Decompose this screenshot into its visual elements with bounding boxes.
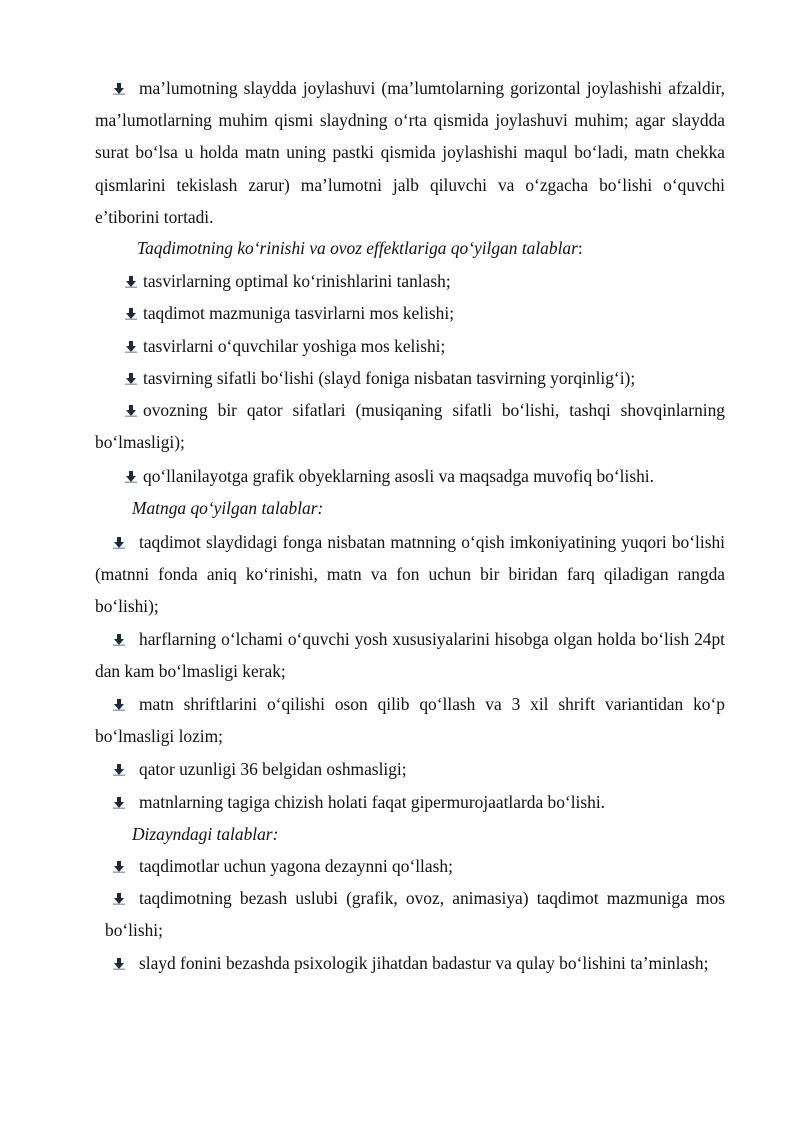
list-item: slayd fonini bezashda psixologik jihatdan badastur va qulay bo‘lishini ta’minlash; xyxy=(105,947,725,979)
list-item: matn shriftlarini o‘qilishi oson qilib qo‘llash va 3 xil shrift variantidan ko‘p bo‘lmasligi lozim; xyxy=(95,694,725,747)
down-arrow-bullet-icon xyxy=(125,471,137,483)
down-arrow-bullet-icon xyxy=(113,861,125,873)
list-item: qo‘llanilayotga grafik obyeklarning asosli va maqsadga muvofiq bo‘lishi. xyxy=(95,460,725,492)
section-heading: Dizayndagi talablar: xyxy=(132,824,279,844)
list-item: taqdimot slaydidagi fonga nisbatan matnning o‘qish imkoniyatining yuqori bo‘lishi (matnni fonda aniq ko‘rinishi, matn va fon uchun bir biridan farq qiladigan rangda bo‘lishi); xyxy=(95,532,725,617)
section-heading: Taqdimotning ko‘rinishi va ovoz effektlariga qo‘yilgan talablar: xyxy=(137,238,583,258)
down-arrow-bullet-icon xyxy=(113,634,125,646)
down-arrow-bullet-icon xyxy=(125,373,137,385)
list-item: taqdimotlar uchun yagona dezaynni qo‘llash; xyxy=(95,850,725,882)
list-item: tasvirlarni o‘quvchilar yoshiga mos kelishi; xyxy=(95,330,725,362)
down-arrow-bullet-icon xyxy=(125,405,137,417)
down-arrow-bullet-icon xyxy=(125,276,137,288)
down-arrow-bullet-icon xyxy=(113,893,125,905)
list-item: harflarning o‘lchami o‘quvchi yosh xususiyalarini hisobga olgan holda bo‘lish 24pt dan kam bo‘lmasligi kerak; xyxy=(95,629,725,682)
down-arrow-bullet-icon xyxy=(113,797,125,809)
down-arrow-bullet-icon xyxy=(113,699,125,711)
list-item: ovozning bir qator sifatlari (musiqaning sifatli bo‘lishi, tashqi shovqinlarning bo‘lmasligi); xyxy=(95,400,725,453)
section-heading: Matnga qo‘yilgan talablar: xyxy=(132,498,324,518)
down-arrow-bullet-icon xyxy=(125,341,137,353)
down-arrow-bullet-icon xyxy=(113,958,125,970)
list-item: qator uzunligi 36 belgidan oshmasligi; xyxy=(95,753,725,785)
down-arrow-bullet-icon xyxy=(113,764,125,776)
list-item: tasvirlarning optimal ko‘rinishlarini tanlash; xyxy=(95,265,725,297)
down-arrow-bullet-icon xyxy=(113,537,125,549)
down-arrow-bullet-icon xyxy=(125,308,137,320)
down-arrow-bullet-icon xyxy=(113,83,125,95)
list-item: tasvirning sifatli bo‘lishi (slayd foniga nisbatan tasvirning yorqinlig‘i); xyxy=(95,362,725,394)
list-item: taqdimot mazmuniga tasvirlarni mos kelishi; xyxy=(95,297,725,329)
list-item: matnlarning tagiga chizish holati faqat gipermurojaatlarda bo‘lishi. xyxy=(95,786,725,818)
list-item: taqdimotning bezash uslubi (grafik, ovoz, animasiya) taqdimot mazmuniga mos bo‘lishi; xyxy=(105,888,725,941)
list-item: ma’lumotning slaydda joylashuvi (ma’lumtolarning gorizontal joylashishi afzaldir, ma’lumotlarning muhim qismi slaydning o‘rta qismida joylashuvi muhim; agar slaydda surat bo‘lsa u holda matn uning pastki qismida joylashishi maqul bo‘ladi, matn chekka qismlarini tekislash zarur) ma’lumotni jalb qiluvchi va o‘zgacha bo‘lishi o‘quvchi e’tiborini tortadi. xyxy=(95,78,725,227)
